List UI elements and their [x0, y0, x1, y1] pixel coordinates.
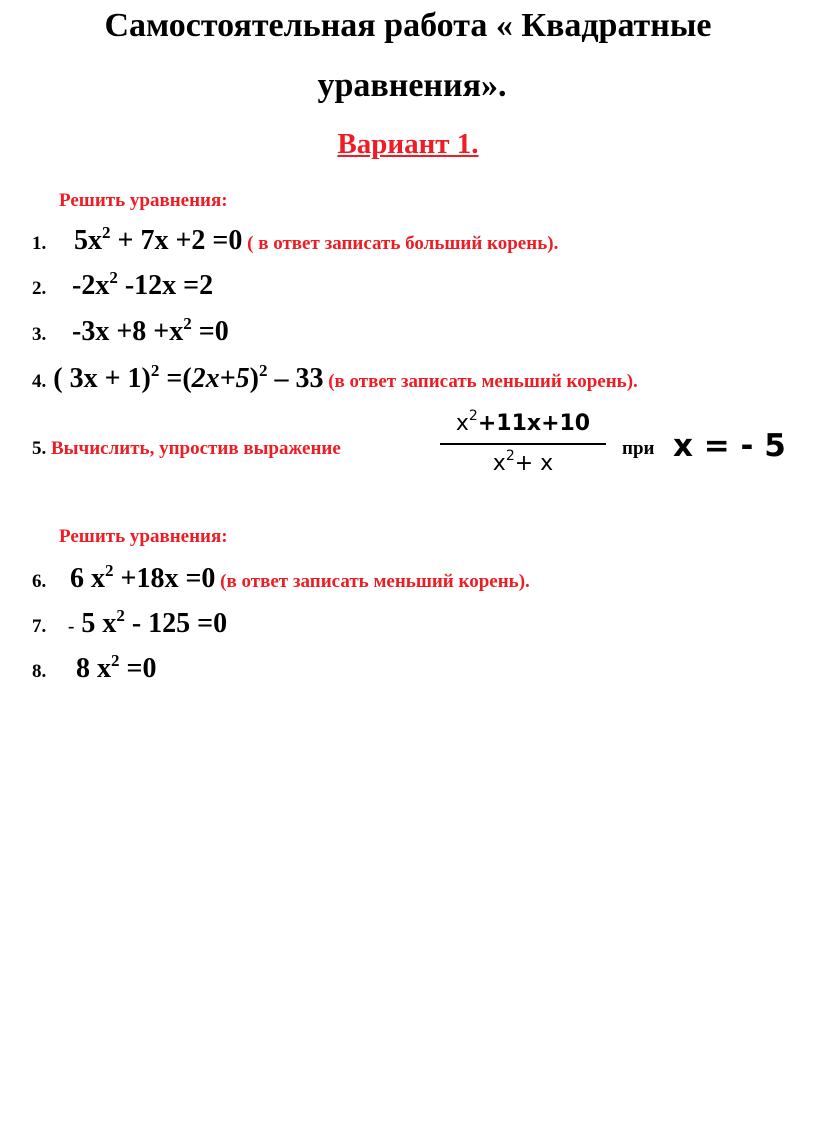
fraction-numerator: $x^2+11x+10$	[455, 408, 591, 436]
equation: $-3x +8 +x^2 =0$	[72, 314, 229, 347]
task-number: 7.	[32, 616, 47, 637]
task-note: (в ответ записать меньший корень).	[215, 571, 530, 592]
instruction-1: Решить уравнения:	[59, 190, 228, 211]
fraction-bar	[440, 443, 606, 445]
title-line-1: Самостоятельная работа « Квадратные	[104, 7, 712, 44]
task-1	[32, 225, 558, 257]
task-note: (в ответ записать меньший корень).	[323, 371, 638, 392]
at-label: при	[622, 438, 655, 459]
task-note: ( в ответ записать больший корень).	[242, 233, 559, 254]
equation: $5x^2 + 7x +2 =0$	[74, 223, 243, 256]
task-8	[32, 653, 156, 685]
variant-heading: Вариант 1.	[337, 128, 479, 160]
task-number: 2.	[32, 278, 47, 299]
task-number: 8.	[32, 661, 47, 682]
task-2	[32, 270, 213, 302]
equation: $-2x^2$ -12x =2	[72, 268, 214, 301]
equation: 8 $x^2 =0$	[76, 651, 157, 684]
title-line-2: уравнения».	[317, 67, 507, 104]
task-number: 5.	[32, 438, 47, 459]
task-3	[32, 316, 229, 348]
task-number: 3.	[32, 324, 47, 345]
task-number: 6.	[32, 571, 47, 592]
equation: 6 $x^2 +18x =0$	[70, 561, 216, 594]
task-6	[32, 563, 530, 595]
task-7	[32, 608, 227, 640]
task-5-text: Вычислить, упростив выражение	[46, 438, 341, 459]
task-number: 1.	[32, 233, 47, 254]
equation: 5 $x^2 - 125 =0$	[74, 606, 228, 639]
task-number: 4.	[32, 371, 47, 392]
instruction-2: Решить уравнения:	[59, 526, 228, 547]
task-5	[32, 438, 341, 460]
task-4	[32, 363, 638, 395]
minus-sign: -	[68, 616, 75, 637]
x-value: x = - 5	[673, 428, 786, 464]
equation: ( $3x + 1)^2 =(2x+5)^2 - 33$	[46, 361, 324, 394]
fraction-denominator: $x^2+ x$	[492, 448, 554, 476]
fraction-expression	[440, 407, 606, 479]
